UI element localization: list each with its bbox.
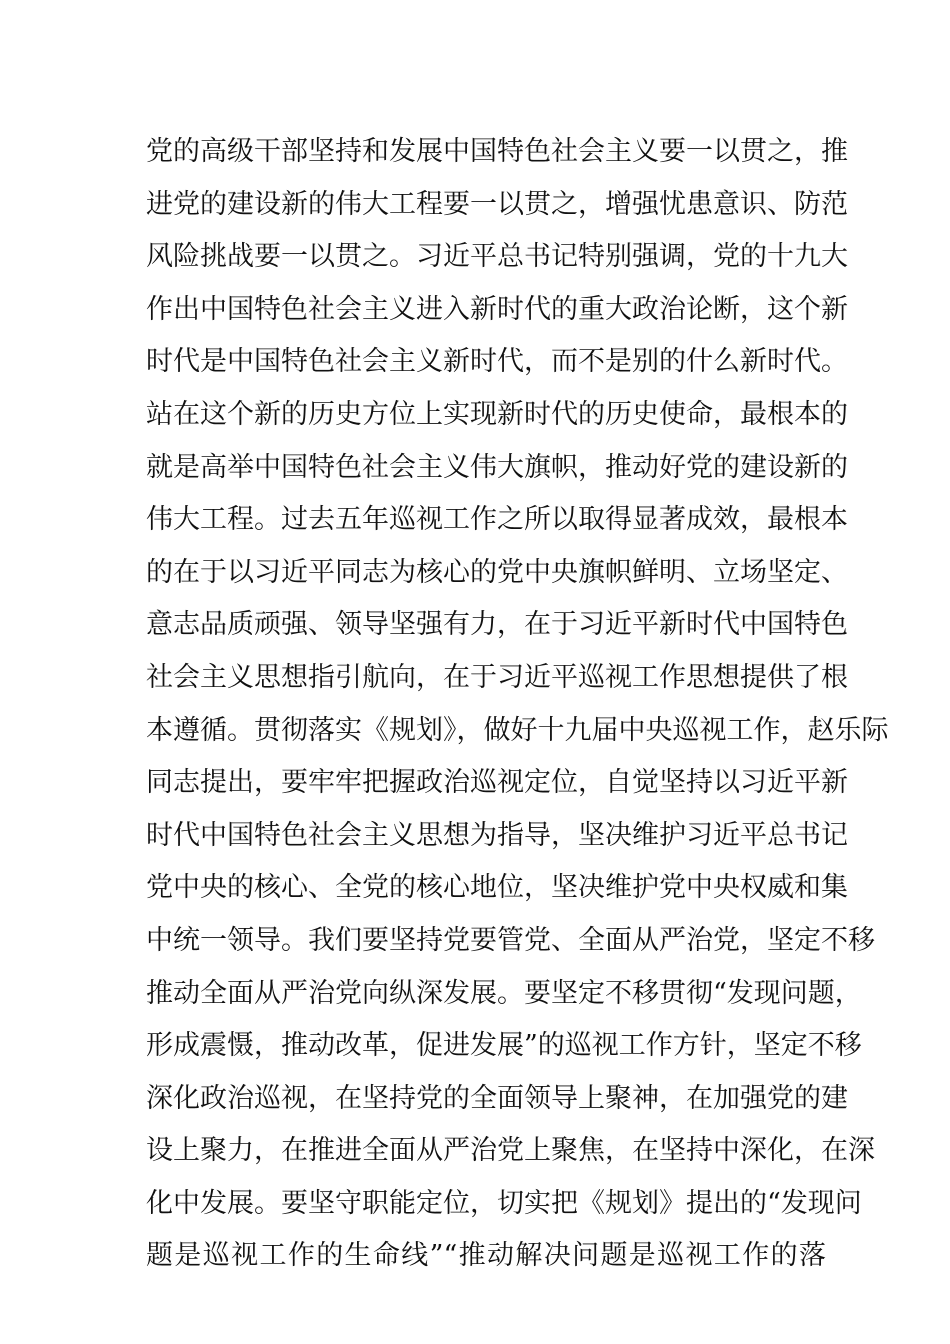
text-line: 本遵循。贯彻落实《规划》，做好十九届中央巡视工作，赵乐际	[146, 714, 889, 746]
text-line: 社会主义思想指引航向，在于习近平巡视工作思想提供了根	[146, 661, 848, 693]
text-line: 党的高级干部坚持和发展中国特色社会主义要一以贯之，推	[146, 136, 848, 167]
text-line: 站在这个新的历史方位上实现新时代的历史使命，最根本的	[146, 398, 848, 430]
body-text	[146, 126, 889, 1283]
text-line: 时代中国特色社会主义思想为指导，坚决维护习近平总书记	[146, 819, 848, 851]
text-line: 题是巡视工作的生命线”“推动解决问题是巡视工作的落	[146, 1240, 826, 1272]
text-line: 同志提出，要牢牢把握政治巡视定位，自觉坚持以习近平新	[146, 767, 848, 799]
text-line: 的在于以习近平同志为核心的党中央旗帜鲜明、立场坚定、	[146, 556, 848, 588]
text-line: 推动全面从严治党向纵深发展。要坚定不移贯彻“发现问题，	[146, 977, 862, 1009]
text-line: 时代是中国特色社会主义新时代，而不是别的什么新时代。	[146, 346, 848, 378]
text-line: 形成震慑，推动改革，促进发展”的巡视工作方针，坚定不移	[146, 1030, 862, 1062]
text-line: 作出中国特色社会主义进入新时代的重大政治论断，这个新	[146, 293, 848, 325]
text-line: 深化政治巡视，在坚持党的全面领导上聚神，在加强党的建	[146, 1082, 848, 1114]
text-line: 就是高举中国特色社会主义伟大旗帜，推动好党的建设新的	[146, 451, 848, 483]
text-line: 伟大工程。过去五年巡视工作之所以取得显著成效，最根本	[146, 504, 848, 536]
text-line: 意志品质顽强、领导坚强有力，在于习近平新时代中国特色	[146, 609, 848, 641]
text-line: 党中央的核心、全党的核心地位，坚决维护党中央权威和集	[146, 872, 848, 904]
text-line: 化中发展。要坚守职能定位，切实把《规划》提出的“发现问	[146, 1187, 862, 1219]
text-line: 设上聚力，在推进全面从严治党上聚焦，在坚持中深化，在深	[146, 1135, 875, 1167]
text-line: 中统一领导。我们要坚持党要管党、全面从严治党，坚定不移	[146, 924, 875, 956]
text-line: 进党的建设新的伟大工程要一以贯之，增强忧患意识、防范	[146, 188, 848, 220]
text-line: 风险挑战要一以贯之。习近平总书记特别强调，党的十九大	[146, 241, 848, 273]
